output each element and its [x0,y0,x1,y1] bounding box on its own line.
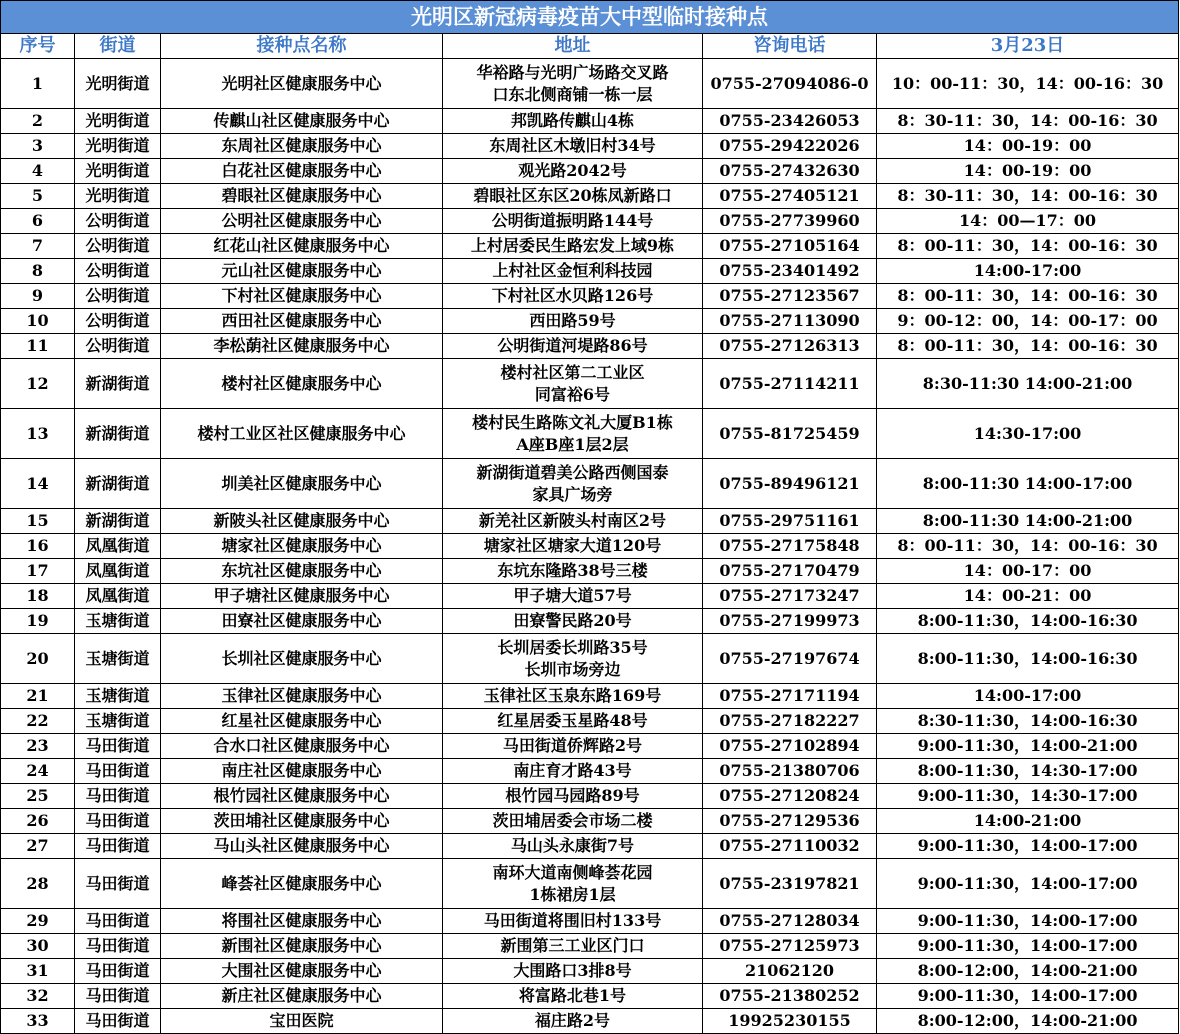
table-row [1,784,1179,809]
cell-phone: 0755-27120824 [703,784,877,809]
cell-no: 13 [1,409,75,459]
cell-no: 2 [1,109,75,134]
address-line: 新羌社区新陂头村南区2号 [478,511,667,530]
table-row [1,859,1179,909]
cell-site-name: 红星社区健康服务中心 [161,709,443,734]
cell-phone: 0755-29751161 [703,509,877,534]
table-row [1,584,1179,609]
table-row [1,559,1179,584]
cell-address [443,259,703,284]
table-row [1,134,1179,159]
cell-site-name: 东坑社区健康服务中心 [161,559,443,584]
cell-phone: 0755-27432630 [703,159,877,184]
cell-street: 新湖街道 [75,459,161,509]
cell-phone: 0755-27123567 [703,284,877,309]
cell-time: 9:00-11:30，14:00-17:00 [877,934,1179,959]
cell-street: 马田街道 [75,759,161,784]
cell-site-name: 白花社区健康服务中心 [161,159,443,184]
cell-street: 马田街道 [75,734,161,759]
cell-no: 29 [1,909,75,934]
cell-phone: 0755-29422026 [703,134,877,159]
cell-no: 20 [1,634,75,684]
cell-address [443,634,703,684]
cell-address [443,734,703,759]
cell-phone: 21062120 [703,959,877,984]
cell-site-name: 碧眼社区健康服务中心 [161,184,443,209]
cell-site-name: 峰荟社区健康服务中心 [161,859,443,909]
address-line: 口东北侧商铺一栋一层 [492,84,653,104]
address-line: 观光路2042号 [518,161,627,180]
cell-street: 马田街道 [75,834,161,859]
cell-phone: 0755-27094086-0 [703,59,877,109]
cell-address [443,709,703,734]
cell-site-name: 南庄社区健康服务中心 [161,759,443,784]
table-row [1,284,1179,309]
cell-address [443,359,703,409]
cell-site-name: 东周社区健康服务中心 [161,134,443,159]
cell-phone: 0755-27182227 [703,709,877,734]
table-row [1,334,1179,359]
cell-street: 光明街道 [75,59,161,109]
cell-phone: 0755-27739960 [703,209,877,234]
cell-phone: 0755-27170479 [703,559,877,584]
table-row [1,984,1179,1009]
address-line: 南环大道南侧峰荟花园 [492,862,653,882]
cell-street: 马田街道 [75,934,161,959]
cell-time: 8:00-11:30，14:00-16:30 [877,609,1179,634]
cell-address [443,284,703,309]
cell-no: 21 [1,684,75,709]
cell-street: 玉塘街道 [75,634,161,684]
cell-phone: 0755-27405121 [703,184,877,209]
cell-street: 凤凰街道 [75,534,161,559]
cell-address [443,309,703,334]
cell-no: 22 [1,709,75,734]
cell-address [443,159,703,184]
cell-time: 14:00-17:00 [877,684,1179,709]
cell-street: 马田街道 [75,909,161,934]
cell-site-name: 传麒山社区健康服务中心 [161,109,443,134]
cell-time: 8:00-11:30，14:30-17:00 [877,759,1179,784]
cell-address [443,784,703,809]
cell-time: 9:00-11:30，14:30-17:00 [877,784,1179,809]
address-line: 马田街道侨辉路2号 [502,736,643,755]
cell-no: 8 [1,259,75,284]
cell-phone: 0755-27113090 [703,309,877,334]
cell-no: 7 [1,234,75,259]
cell-street: 光明街道 [75,134,161,159]
cell-time: 14：00-21：00 [877,584,1179,609]
cell-phone: 0755-23401492 [703,259,877,284]
address-line: 碧眼社区东区20栋凤新路口 [473,186,672,205]
address-line: 甲子塘大道57号 [513,586,632,605]
cell-time: 14：00-17：00 [877,559,1179,584]
cell-site-name: 新陂头社区健康服务中心 [161,509,443,534]
table-row [1,834,1179,859]
cell-site-name: 新围社区健康服务中心 [161,934,443,959]
table-row [1,959,1179,984]
cell-address [443,459,703,509]
address-line: 华裕路与光明广场路交叉路 [476,62,669,82]
cell-site-name: 楼村工业区社区健康服务中心 [161,409,443,459]
page-title: 光明区新冠病毒疫苗大中型临时接种点 [1,1,1179,34]
cell-street: 光明街道 [75,159,161,184]
table-row [1,534,1179,559]
cell-no: 18 [1,584,75,609]
cell-site-name: 楼村社区健康服务中心 [161,359,443,409]
cell-time: 14：00—17：00 [877,209,1179,234]
cell-no: 19 [1,609,75,634]
cell-time: 9:00-11:30，14:00-17:00 [877,909,1179,934]
cell-time: 8：30-11：30，14：00-16：30 [877,109,1179,134]
cell-address [443,584,703,609]
header-site-name: 接种点名称 [161,34,443,59]
cell-street: 玉塘街道 [75,684,161,709]
cell-phone: 0755-27171194 [703,684,877,709]
cell-address [443,1009,703,1034]
address-line: 同富裕6号 [534,384,611,404]
table-row [1,109,1179,134]
cell-address [443,59,703,109]
cell-address [443,909,703,934]
cell-no: 3 [1,134,75,159]
cell-street: 马田街道 [75,809,161,834]
cell-address [443,334,703,359]
cell-address [443,559,703,584]
cell-street: 马田街道 [75,1009,161,1034]
cell-no: 27 [1,834,75,859]
cell-site-name: 圳美社区健康服务中心 [161,459,443,509]
address-line: 公明街道河堤路86号 [497,336,648,355]
address-line: 上村居委民生路宏发上域9栋 [470,236,675,255]
cell-site-name: 茨田埔社区健康服务中心 [161,809,443,834]
cell-site-name: 马山头社区健康服务中心 [161,834,443,859]
cell-address [443,234,703,259]
address-line: 楼村民生路陈文礼大厦B1栋 [472,412,673,432]
cell-no: 5 [1,184,75,209]
cell-no: 12 [1,359,75,409]
cell-street: 公明街道 [75,284,161,309]
table-row [1,234,1179,259]
cell-time: 8：00-11：30，14：00-16：30 [877,334,1179,359]
header-row [1,34,1179,59]
cell-no: 30 [1,934,75,959]
cell-time: 8:00-11:30 14:00-17:00 [877,459,1179,509]
header-address: 地址 [443,34,703,59]
address-line: 红星居委玉星路48号 [497,711,648,730]
cell-time: 9:00-11:30，14:00-21:00 [877,734,1179,759]
cell-site-name: 长圳社区健康服务中心 [161,634,443,684]
cell-time: 14：00-19：00 [877,134,1179,159]
cell-address [443,859,703,909]
address-line: A座B座1层2层 [516,434,629,454]
cell-address [443,134,703,159]
address-line: 大围路口3排8号 [513,961,632,980]
table-row [1,509,1179,534]
table-row [1,359,1179,409]
cell-address [443,409,703,459]
cell-phone: 0755-81725459 [703,409,877,459]
cell-site-name: 玉律社区健康服务中心 [161,684,443,709]
cell-time: 8：00-11：30，14：00-16：30 [877,534,1179,559]
cell-time: 8:00-12:00，14:00-21:00 [877,1009,1179,1034]
cell-address [443,109,703,134]
cell-address [443,184,703,209]
cell-street: 马田街道 [75,959,161,984]
table-row [1,609,1179,634]
cell-site-name: 红花山社区健康服务中心 [161,234,443,259]
cell-address [443,834,703,859]
cell-time: 8：30-11：30，14：00-16：30 [877,184,1179,209]
cell-time: 9:00-11:30，14:00-17:00 [877,859,1179,909]
address-line: 马田街道将围旧村133号 [483,911,662,930]
table-row [1,634,1179,684]
cell-address [443,934,703,959]
cell-no: 15 [1,509,75,534]
cell-time: 14:00-17:00 [877,259,1179,284]
table-row [1,809,1179,834]
address-line: 将富路北巷1号 [518,986,627,1005]
cell-phone: 0755-21380252 [703,984,877,1009]
address-line: 楼村社区第二工业区 [500,362,645,382]
address-line: 西田路59号 [529,311,616,330]
cell-phone: 0755-27105164 [703,234,877,259]
address-line: 南庄育才路43号 [513,761,632,780]
cell-time: 8:00-11:30，14:00-16:30 [877,634,1179,684]
address-line: 公明街道振明路144号 [491,211,654,230]
address-line: 新围第三工业区门口 [500,936,645,955]
table-row [1,684,1179,709]
address-line: 玉律社区玉泉东路169号 [483,686,662,705]
cell-time: 8:00-11:30 14:00-21:00 [877,509,1179,534]
cell-phone: 0755-89496121 [703,459,877,509]
table-row [1,184,1179,209]
table-body [1,59,1179,1034]
cell-time: 14:00-21:00 [877,809,1179,834]
table-row [1,409,1179,459]
cell-site-name: 下村社区健康服务中心 [161,284,443,309]
cell-phone: 0755-27199973 [703,609,877,634]
cell-site-name: 甲子塘社区健康服务中心 [161,584,443,609]
address-line: 塘家社区塘家大道120号 [483,536,662,555]
cell-phone: 0755-27126313 [703,334,877,359]
cell-site-name: 根竹园社区健康服务中心 [161,784,443,809]
address-line: 长圳市场旁边 [524,659,621,679]
cell-site-name: 宝田医院 [161,1009,443,1034]
cell-phone: 0755-27128034 [703,909,877,934]
cell-address [443,984,703,1009]
cell-no: 26 [1,809,75,834]
address-line: 1栋裙房1层 [529,884,616,904]
cell-phone: 0755-27197674 [703,634,877,684]
address-line: 东周社区木墩旧村34号 [489,136,656,155]
cell-no: 10 [1,309,75,334]
cell-site-name: 李松蓢社区健康服务中心 [161,334,443,359]
cell-phone: 0755-23197821 [703,859,877,909]
cell-time: 8：00-11：30，14：00-16：30 [877,234,1179,259]
table-row [1,259,1179,284]
address-line: 下村社区水贝路126号 [491,286,654,305]
table-row [1,459,1179,509]
table-row [1,59,1179,109]
table-row [1,934,1179,959]
cell-street: 光明街道 [75,184,161,209]
cell-no: 9 [1,284,75,309]
cell-no: 24 [1,759,75,784]
cell-phone: 0755-27125973 [703,934,877,959]
cell-street: 公明街道 [75,259,161,284]
cell-phone: 0755-27114211 [703,359,877,409]
cell-no: 32 [1,984,75,1009]
cell-address [443,534,703,559]
cell-address [443,609,703,634]
cell-street: 玉塘街道 [75,609,161,634]
cell-street: 马田街道 [75,859,161,909]
cell-phone: 0755-27173247 [703,584,877,609]
cell-street: 光明街道 [75,109,161,134]
cell-time: 8:00-12:00，14:00-21:00 [877,959,1179,984]
cell-time: 9：00-12：00，14：00-17：00 [877,309,1179,334]
cell-phone: 0755-23426053 [703,109,877,134]
cell-street: 凤凰街道 [75,559,161,584]
address-line: 上村社区金恒利科技园 [492,261,653,280]
cell-no: 33 [1,1009,75,1034]
table-row [1,159,1179,184]
address-line: 东坑东隆路38号三楼 [497,561,648,580]
cell-site-name: 田寮社区健康服务中心 [161,609,443,634]
cell-site-name: 新庄社区健康服务中心 [161,984,443,1009]
table-row [1,734,1179,759]
cell-address [443,759,703,784]
cell-phone: 0755-27102894 [703,734,877,759]
cell-address [443,509,703,534]
cell-no: 31 [1,959,75,984]
address-line: 马山头永康街7号 [510,836,635,855]
cell-street: 公明街道 [75,209,161,234]
cell-time: 8：00-11：30，14：00-16：30 [877,284,1179,309]
cell-street: 新湖街道 [75,359,161,409]
cell-no: 14 [1,459,75,509]
cell-site-name: 西田社区健康服务中心 [161,309,443,334]
address-line: 田寮警民路20号 [513,611,632,630]
address-line: 茨田埔居委会市场二楼 [492,811,653,830]
cell-no: 4 [1,159,75,184]
address-line: 邦凯路传麒山4栋 [510,111,635,130]
cell-no: 16 [1,534,75,559]
cell-time: 8:30-11:30 14:00-21:00 [877,359,1179,409]
address-line: 长圳居委长圳路35号 [497,637,648,657]
cell-address [443,684,703,709]
table-row [1,909,1179,934]
cell-time: 10：00-11：30，14：00-16：30 [877,59,1179,109]
header-phone: 咨询电话 [703,34,877,59]
cell-street: 马田街道 [75,984,161,1009]
cell-time: 9:00-11:30，14:00-17:00 [877,834,1179,859]
cell-street: 公明街道 [75,309,161,334]
table-row [1,209,1179,234]
cell-site-name: 大围社区健康服务中心 [161,959,443,984]
address-line: 福庄路2号 [534,1011,611,1030]
cell-site-name: 合水口社区健康服务中心 [161,734,443,759]
cell-address [443,959,703,984]
cell-site-name: 塘家社区健康服务中心 [161,534,443,559]
table-row [1,1009,1179,1034]
address-line: 新湖街道碧美公路西侧国泰 [476,462,669,482]
cell-street: 玉塘街道 [75,709,161,734]
cell-site-name: 光明社区健康服务中心 [161,59,443,109]
cell-time: 9:00-11:30，14:00-17:00 [877,984,1179,1009]
cell-phone: 0755-27129536 [703,809,877,834]
table-row [1,309,1179,334]
address-line: 家具广场旁 [532,484,613,504]
cell-phone: 0755-27110032 [703,834,877,859]
cell-address [443,209,703,234]
title-row [1,1,1179,34]
cell-time: 8:30-11:30，14:00-16:30 [877,709,1179,734]
cell-street: 新湖街道 [75,509,161,534]
cell-no: 6 [1,209,75,234]
table-row [1,709,1179,734]
cell-street: 凤凰街道 [75,584,161,609]
cell-no: 17 [1,559,75,584]
cell-no: 1 [1,59,75,109]
cell-no: 11 [1,334,75,359]
cell-no: 28 [1,859,75,909]
cell-street: 公明街道 [75,234,161,259]
cell-site-name: 元山社区健康服务中心 [161,259,443,284]
cell-site-name: 公明社区健康服务中心 [161,209,443,234]
cell-street: 马田街道 [75,784,161,809]
cell-phone: 0755-27175848 [703,534,877,559]
cell-street: 新湖街道 [75,409,161,459]
table-row [1,759,1179,784]
header-no: 序号 [1,34,75,59]
header-street: 街道 [75,34,161,59]
cell-phone: 19925230155 [703,1009,877,1034]
cell-phone: 0755-21380706 [703,759,877,784]
cell-no: 23 [1,734,75,759]
cell-site-name: 将围社区健康服务中心 [161,909,443,934]
cell-street: 公明街道 [75,334,161,359]
cell-address [443,809,703,834]
cell-time: 14：00-19：00 [877,159,1179,184]
cell-time: 14:30-17:00 [877,409,1179,459]
cell-no: 25 [1,784,75,809]
header-date: 3月23日 [877,34,1179,59]
address-line: 根竹园马园路89号 [505,786,640,805]
